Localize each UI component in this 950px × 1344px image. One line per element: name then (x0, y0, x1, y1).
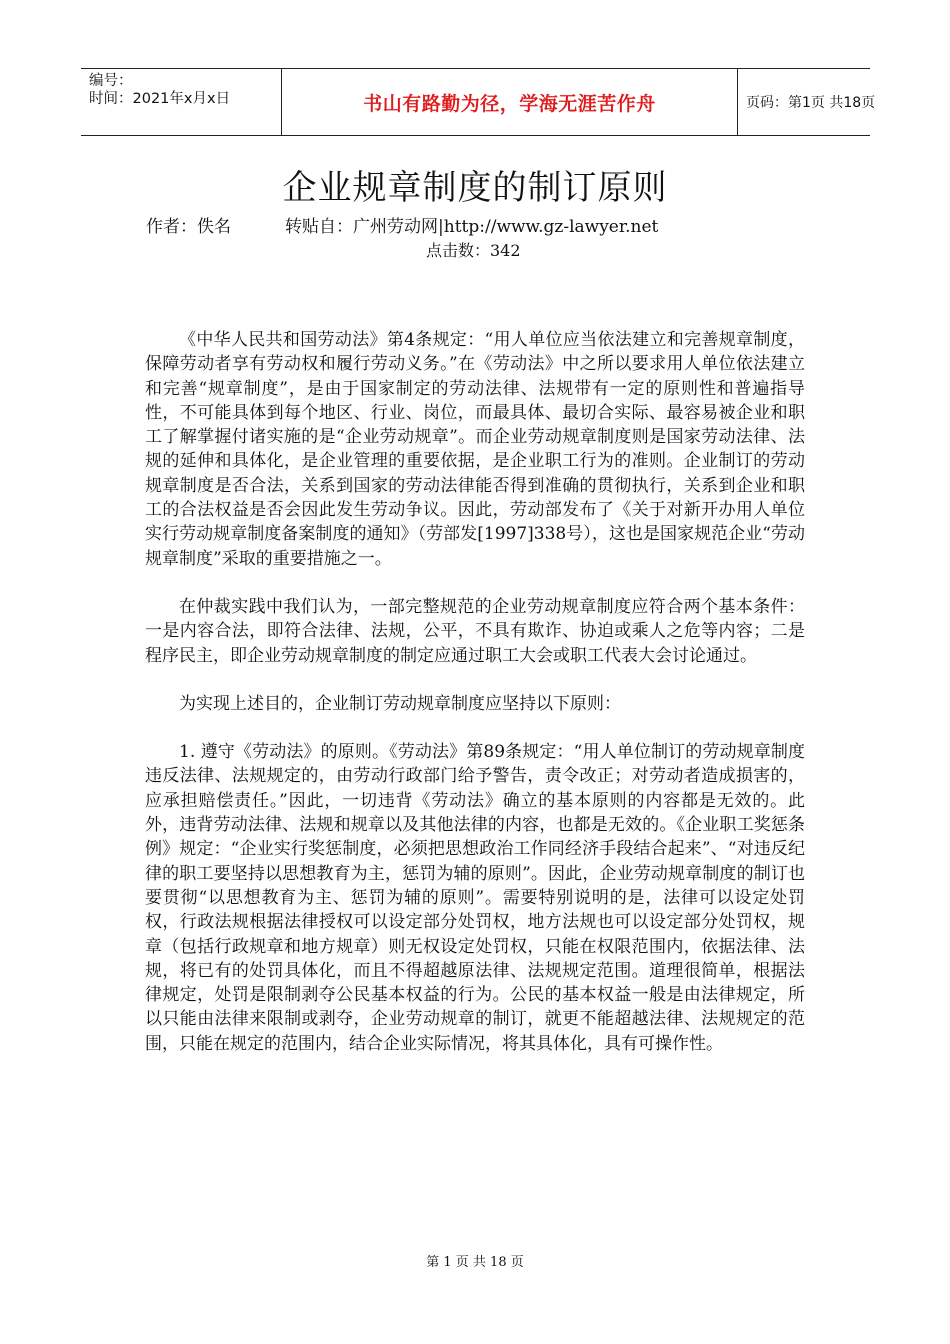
header-slogan: 书山有路勤为径，学海无涯苦作舟 (363, 92, 656, 115)
article-author-line: 作者：佚名 转贴自：广州劳动网|http://www.gz-lawyer.net (146, 217, 659, 237)
article-body (145, 328, 805, 1080)
paragraph-4: 1. 遵守《劳动法》的原则。《劳动法》第89条规定：“用人单位制订的劳动规章制度违反法律、法规规定的，由劳动行政部门给予警告，责令改正；对劳动者造成损害的，应承担赔偿责任。”因此，一切违背《劳动法》确立的基本原则的内容都是无效的。此外，违背劳动法律、法规和规章以及其他法律的内容，也都是无效的。《企业职工奖惩条例》规定：“企业实行奖惩制度，必须把思想政治工作同经济手段结合起来”、“对违反纪律的职工要坚持以思想教育为主，惩罚为辅的原则”。因此，企业劳动规章制度的制订也要贯彻“以思想教育为主、惩罚为辅的原则”。需要特别说明的是，法律可以设定处罚权，行政法规根据法律授权可以设定部分处罚权，地方法规也可以设定部分处罚权，规章（包括行政规章和地方规章）则无权设定处罚权，只能在权限范围内，依据法律、法规，将已有的处罚具体化，而且不得超越原法律、法规规定范围。道理很简单，根据法律规定，处罚是限制剥夺公民基本权益的行为。公民的基本权益一般是由法律规定，所以只能由法律来限制或剥夺，企业劳动规章的制订，就更不能超越法律、法规规定的范围，只能在规定的范围内，结合企业实际情况，将其具体化，具有可操作性。 (145, 742, 805, 1054)
page-footer: 第 1 页 共 18 页 (426, 1255, 524, 1270)
header-time-label: 时间：2021年x月x日 (89, 91, 231, 107)
document-header-table (81, 68, 876, 136)
header-slogan-cell (281, 69, 738, 135)
paragraph-3: 为实现上述目的，企业制订劳动规章制度应坚持以下原则： (179, 693, 621, 714)
header-page-info: 页码：第1页 共18页 (746, 95, 876, 111)
article-title: 企业规章制度的制订原则 (282, 168, 668, 208)
header-info-cell (81, 69, 281, 135)
paragraph-2: 在仲裁实践中我们认为，一部完整规范的企业劳动规章制度应符合两个基本条件：一是内容合法，即符合法律、法规，公平，不具有欺诈、协迫或乘人之危等内容；二是程序民主，即企业劳动规章制度的制定应通过职工大会或职工代表大会讨论通过。 (145, 596, 805, 666)
header-number-label: 编号： (89, 73, 133, 89)
article-click-count: 点击数：342 (426, 241, 521, 260)
paragraph-1: 《中华人民共和国劳动法》第4条规定：“用人单位应当依法建立和完善规章制度，保障劳动者享有劳动权和履行劳动义务。”在《劳动法》中之所以要求用人单位依法建立和完善“规章制度”，是由于国家制定的劳动法律、法规带有一定的原则性和普遍指导性，不可能具体到每个地区、行业、岗位，而最具体、最切合实际、最容易被企业和职工了解掌握付诸实施的是“企业劳动规章”。而企业劳动规章制度则是国家劳动法律、法规的延伸和具体化，是企业管理的重要依据，是企业职工行为的准则。企业制订的劳动规章制度是否合法，关系到国家的劳动法律能否得到准确的贯彻执行，关系到企业和职工的合法权益是否会因此发生劳动争议。因此，劳动部发布了《关于对新开办用人单位实行劳动规章制度备案制度的通知》（劳部发[1997]338号），这也是国家规范企业“劳动规章制度”采取的重要措施之一。 (145, 330, 805, 569)
